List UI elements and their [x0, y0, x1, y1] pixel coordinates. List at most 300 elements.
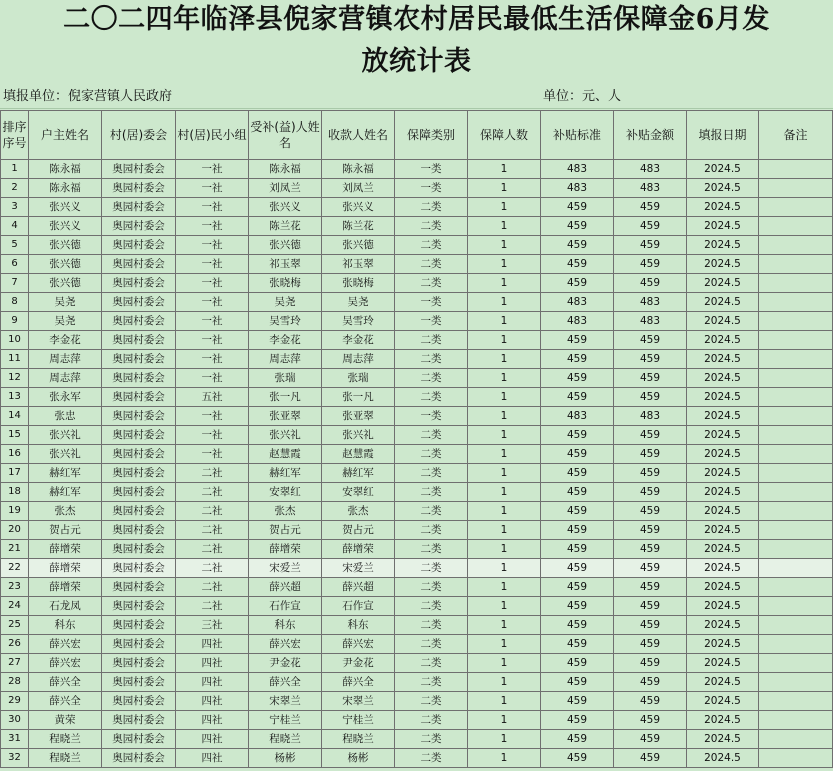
cell-col-payee: 张一凡: [322, 388, 395, 407]
cell-col-date: 2024.5: [687, 198, 759, 217]
table-row: [1, 483, 833, 502]
cell-col-seq: 22: [1, 559, 29, 578]
cell-col-head-name: 薛增荣: [29, 540, 102, 559]
cell-col-count: 1: [468, 293, 541, 312]
cell-col-amount: 459: [614, 464, 687, 483]
cell-col-category: 二类: [395, 540, 468, 559]
cell-col-village: 奥园村委会: [102, 426, 176, 445]
cell-col-head-name: 程晓兰: [29, 730, 102, 749]
cell-col-seq: 6: [1, 255, 29, 274]
cell-col-date: 2024.5: [687, 749, 759, 768]
cell-col-date: 2024.5: [687, 407, 759, 426]
cell-col-beneficiary: 宁桂兰: [249, 711, 322, 730]
cell-col-payee: 张兴礼: [322, 426, 395, 445]
cell-col-standard: 483: [541, 293, 614, 312]
cell-col-payee: 薛兴宏: [322, 635, 395, 654]
info-bar: [0, 86, 833, 109]
cell-col-category: 二类: [395, 483, 468, 502]
cell-col-seq: 31: [1, 730, 29, 749]
table-row: [1, 540, 833, 559]
cell-col-village: 奥园村委会: [102, 369, 176, 388]
cell-col-group: 四社: [176, 692, 249, 711]
cell-col-village: 奥园村委会: [102, 711, 176, 730]
cell-col-category: 二类: [395, 654, 468, 673]
cell-col-count: 1: [468, 426, 541, 445]
cell-col-remark: [759, 578, 833, 597]
cell-col-group: 四社: [176, 654, 249, 673]
header-col-beneficiary: 受补(益)人姓名: [249, 111, 322, 160]
cell-col-date: 2024.5: [687, 711, 759, 730]
cell-col-remark: [759, 426, 833, 445]
cell-col-remark: [759, 711, 833, 730]
table-row: [1, 464, 833, 483]
table-row: [1, 274, 833, 293]
cell-col-amount: 459: [614, 198, 687, 217]
title-line-2: 放统计表: [361, 46, 472, 77]
cell-col-remark: [759, 179, 833, 198]
cell-col-category: 二类: [395, 445, 468, 464]
cell-col-seq: 3: [1, 198, 29, 217]
cell-col-seq: 7: [1, 274, 29, 293]
cell-col-count: 1: [468, 217, 541, 236]
cell-col-village: 奥园村委会: [102, 616, 176, 635]
cell-col-group: 二社: [176, 597, 249, 616]
cell-col-beneficiary: 周志萍: [249, 350, 322, 369]
cell-col-head-name: 李金花: [29, 331, 102, 350]
cell-col-remark: [759, 559, 833, 578]
cell-col-category: 一类: [395, 293, 468, 312]
cell-col-group: 三社: [176, 616, 249, 635]
allowance-table: [0, 110, 833, 768]
cell-col-amount: 459: [614, 597, 687, 616]
cell-col-group: 四社: [176, 711, 249, 730]
cell-col-category: 二类: [395, 198, 468, 217]
cell-col-group: 二社: [176, 559, 249, 578]
cell-col-seq: 12: [1, 369, 29, 388]
cell-col-beneficiary: 吴雪玲: [249, 312, 322, 331]
cell-col-standard: 459: [541, 673, 614, 692]
cell-col-amount: 459: [614, 711, 687, 730]
cell-col-seq: 26: [1, 635, 29, 654]
cell-col-beneficiary: 科东: [249, 616, 322, 635]
cell-col-head-name: 周志萍: [29, 369, 102, 388]
cell-col-count: 1: [468, 445, 541, 464]
cell-col-category: 二类: [395, 388, 468, 407]
table-body: [1, 160, 833, 768]
table-row: [1, 217, 833, 236]
cell-col-village: 奥园村委会: [102, 407, 176, 426]
cell-col-payee: 吴尧: [322, 293, 395, 312]
cell-col-beneficiary: 祁玉翠: [249, 255, 322, 274]
cell-col-beneficiary: 刘凤兰: [249, 179, 322, 198]
cell-col-standard: 459: [541, 730, 614, 749]
cell-col-seq: 19: [1, 502, 29, 521]
cell-col-remark: [759, 331, 833, 350]
header-col-payee: 收款人姓名: [322, 111, 395, 160]
cell-col-seq: 28: [1, 673, 29, 692]
cell-col-payee: 科东: [322, 616, 395, 635]
table-row: [1, 331, 833, 350]
cell-col-payee: 张兴义: [322, 198, 395, 217]
cell-col-amount: 459: [614, 578, 687, 597]
cell-col-amount: 459: [614, 255, 687, 274]
cell-col-standard: 459: [541, 502, 614, 521]
cell-col-remark: [759, 255, 833, 274]
cell-col-payee: 祁玉翠: [322, 255, 395, 274]
header-col-standard: 补贴标准: [541, 111, 614, 160]
cell-col-payee: 陈兰花: [322, 217, 395, 236]
cell-col-standard: 483: [541, 312, 614, 331]
cell-col-remark: [759, 274, 833, 293]
cell-col-category: 二类: [395, 559, 468, 578]
cell-col-head-name: 张兴德: [29, 236, 102, 255]
header-col-amount: 补贴金额: [614, 111, 687, 160]
cell-col-seq: 32: [1, 749, 29, 768]
cell-col-village: 奥园村委会: [102, 312, 176, 331]
cell-col-payee: 安翠红: [322, 483, 395, 502]
table-row: [1, 198, 833, 217]
header-col-village: 村(居)委会: [102, 111, 176, 160]
table-row: [1, 616, 833, 635]
cell-col-remark: [759, 236, 833, 255]
cell-col-head-name: 张忠: [29, 407, 102, 426]
cell-col-remark: [759, 445, 833, 464]
table-row: [1, 730, 833, 749]
cell-col-amount: 459: [614, 540, 687, 559]
cell-col-standard: 459: [541, 198, 614, 217]
cell-col-standard: 459: [541, 445, 614, 464]
cell-col-date: 2024.5: [687, 673, 759, 692]
cell-col-beneficiary: 张杰: [249, 502, 322, 521]
cell-col-beneficiary: 薛兴超: [249, 578, 322, 597]
cell-col-remark: [759, 654, 833, 673]
cell-col-category: 二类: [395, 426, 468, 445]
table-row: [1, 749, 833, 768]
cell-col-head-name: 赫红军: [29, 464, 102, 483]
table-row: [1, 597, 833, 616]
cell-col-beneficiary: 赵慧霞: [249, 445, 322, 464]
cell-col-group: 一社: [176, 312, 249, 331]
cell-col-group: 一社: [176, 350, 249, 369]
cell-col-standard: 459: [541, 217, 614, 236]
cell-col-category: 二类: [395, 521, 468, 540]
cell-col-group: 一社: [176, 160, 249, 179]
cell-col-amount: 459: [614, 445, 687, 464]
cell-col-beneficiary: 薛兴宏: [249, 635, 322, 654]
header-row: [1, 111, 833, 160]
cell-col-payee: 吴雪玲: [322, 312, 395, 331]
cell-col-village: 奥园村委会: [102, 578, 176, 597]
cell-col-seq: 21: [1, 540, 29, 559]
table-row: [1, 711, 833, 730]
table-row: [1, 559, 833, 578]
header-col-head-name: 户主姓名: [29, 111, 102, 160]
cell-col-village: 奥园村委会: [102, 217, 176, 236]
cell-col-payee: 石作宣: [322, 597, 395, 616]
cell-col-count: 1: [468, 179, 541, 198]
cell-col-amount: 459: [614, 673, 687, 692]
cell-col-seq: 1: [1, 160, 29, 179]
cell-col-category: 二类: [395, 616, 468, 635]
cell-col-count: 1: [468, 160, 541, 179]
cell-col-remark: [759, 350, 833, 369]
cell-col-amount: 459: [614, 559, 687, 578]
cell-col-category: 二类: [395, 369, 468, 388]
cell-col-remark: [759, 388, 833, 407]
cell-col-group: 一社: [176, 217, 249, 236]
cell-col-seq: 16: [1, 445, 29, 464]
cell-col-seq: 11: [1, 350, 29, 369]
cell-col-group: 二社: [176, 521, 249, 540]
cell-col-payee: 陈永福: [322, 160, 395, 179]
cell-col-payee: 李金花: [322, 331, 395, 350]
cell-col-group: 二社: [176, 502, 249, 521]
cell-col-standard: 459: [541, 464, 614, 483]
cell-col-category: 二类: [395, 673, 468, 692]
cell-col-head-name: 张兴礼: [29, 426, 102, 445]
cell-col-payee: 张杰: [322, 502, 395, 521]
header-col-category: 保障类别: [395, 111, 468, 160]
cell-col-standard: 459: [541, 616, 614, 635]
cell-col-seq: 29: [1, 692, 29, 711]
cell-col-remark: [759, 312, 833, 331]
cell-col-group: 二社: [176, 540, 249, 559]
cell-col-seq: 17: [1, 464, 29, 483]
cell-col-amount: 459: [614, 654, 687, 673]
cell-col-village: 奥园村委会: [102, 331, 176, 350]
cell-col-count: 1: [468, 673, 541, 692]
cell-col-remark: [759, 597, 833, 616]
cell-col-date: 2024.5: [687, 730, 759, 749]
cell-col-standard: 459: [541, 578, 614, 597]
cell-col-remark: [759, 464, 833, 483]
cell-col-beneficiary: 吴尧: [249, 293, 322, 312]
cell-col-seq: 27: [1, 654, 29, 673]
cell-col-standard: 459: [541, 388, 614, 407]
cell-col-amount: 459: [614, 369, 687, 388]
cell-col-category: 一类: [395, 312, 468, 331]
cell-col-beneficiary: 张晓梅: [249, 274, 322, 293]
table-row: [1, 179, 833, 198]
cell-col-head-name: 吴尧: [29, 312, 102, 331]
cell-col-head-name: 吴尧: [29, 293, 102, 312]
cell-col-village: 奥园村委会: [102, 350, 176, 369]
table-row: [1, 312, 833, 331]
cell-col-standard: 459: [541, 331, 614, 350]
cell-col-beneficiary: 张瑞: [249, 369, 322, 388]
cell-col-standard: 483: [541, 160, 614, 179]
cell-col-amount: 459: [614, 217, 687, 236]
cell-col-date: 2024.5: [687, 369, 759, 388]
cell-col-beneficiary: 程晓兰: [249, 730, 322, 749]
cell-col-seq: 2: [1, 179, 29, 198]
cell-col-standard: 459: [541, 559, 614, 578]
cell-col-village: 奥园村委会: [102, 388, 176, 407]
cell-col-seq: 25: [1, 616, 29, 635]
cell-col-group: 一社: [176, 274, 249, 293]
table-row: [1, 369, 833, 388]
cell-col-payee: 程晓兰: [322, 730, 395, 749]
cell-col-category: 二类: [395, 464, 468, 483]
cell-col-remark: [759, 749, 833, 768]
cell-col-payee: 薛增荣: [322, 540, 395, 559]
cell-col-standard: 459: [541, 255, 614, 274]
cell-col-standard: 483: [541, 407, 614, 426]
cell-col-group: 四社: [176, 730, 249, 749]
cell-col-payee: 张兴德: [322, 236, 395, 255]
cell-col-category: 二类: [395, 331, 468, 350]
unit-note: 单位：元、人: [543, 89, 622, 104]
cell-col-remark: [759, 521, 833, 540]
cell-col-head-name: 赫红军: [29, 483, 102, 502]
cell-col-remark: [759, 369, 833, 388]
cell-col-remark: [759, 217, 833, 236]
cell-col-seq: 15: [1, 426, 29, 445]
table-row: [1, 578, 833, 597]
cell-col-count: 1: [468, 483, 541, 502]
cell-col-amount: 459: [614, 274, 687, 293]
cell-col-date: 2024.5: [687, 293, 759, 312]
cell-col-group: 一社: [176, 331, 249, 350]
cell-col-count: 1: [468, 350, 541, 369]
cell-col-count: 1: [468, 236, 541, 255]
cell-col-standard: 483: [541, 179, 614, 198]
cell-col-seq: 8: [1, 293, 29, 312]
cell-col-beneficiary: 宋爱兰: [249, 559, 322, 578]
cell-col-date: 2024.5: [687, 426, 759, 445]
cell-col-head-name: 张兴义: [29, 217, 102, 236]
cell-col-beneficiary: 赫红军: [249, 464, 322, 483]
cell-col-payee: 宋爱兰: [322, 559, 395, 578]
cell-col-village: 奥园村委会: [102, 635, 176, 654]
cell-col-amount: 483: [614, 407, 687, 426]
cell-col-beneficiary: 贺占元: [249, 521, 322, 540]
cell-col-date: 2024.5: [687, 559, 759, 578]
cell-col-amount: 459: [614, 350, 687, 369]
cell-col-head-name: 贺占元: [29, 521, 102, 540]
cell-col-beneficiary: 陈永福: [249, 160, 322, 179]
cell-col-seq: 20: [1, 521, 29, 540]
cell-col-date: 2024.5: [687, 331, 759, 350]
cell-col-date: 2024.5: [687, 217, 759, 236]
cell-col-standard: 459: [541, 274, 614, 293]
cell-col-seq: 14: [1, 407, 29, 426]
cell-col-category: 二类: [395, 236, 468, 255]
cell-col-amount: 483: [614, 160, 687, 179]
cell-col-group: 二社: [176, 464, 249, 483]
cell-col-category: 二类: [395, 217, 468, 236]
table-row: [1, 255, 833, 274]
cell-col-head-name: 张杰: [29, 502, 102, 521]
cell-col-count: 1: [468, 407, 541, 426]
cell-col-remark: [759, 160, 833, 179]
table-row: [1, 293, 833, 312]
cell-col-category: 一类: [395, 179, 468, 198]
cell-col-beneficiary: 薛兴全: [249, 673, 322, 692]
cell-col-category: 二类: [395, 711, 468, 730]
cell-col-payee: 薛兴全: [322, 673, 395, 692]
cell-col-group: 一社: [176, 198, 249, 217]
cell-col-beneficiary: 陈兰花: [249, 217, 322, 236]
table-row: [1, 673, 833, 692]
cell-col-date: 2024.5: [687, 388, 759, 407]
report-unit: 填报单位：倪家营镇人民政府: [3, 89, 173, 104]
cell-col-count: 1: [468, 749, 541, 768]
cell-col-standard: 459: [541, 369, 614, 388]
cell-col-category: 二类: [395, 749, 468, 768]
cell-col-payee: 赵慧霞: [322, 445, 395, 464]
cell-col-seq: 23: [1, 578, 29, 597]
cell-col-amount: 459: [614, 483, 687, 502]
document-title: [0, 0, 833, 84]
cell-col-date: 2024.5: [687, 483, 759, 502]
cell-col-village: 奥园村委会: [102, 445, 176, 464]
cell-col-amount: 459: [614, 426, 687, 445]
cell-col-village: 奥园村委会: [102, 692, 176, 711]
cell-col-group: 一社: [176, 179, 249, 198]
cell-col-head-name: 张兴德: [29, 255, 102, 274]
cell-col-remark: [759, 407, 833, 426]
cell-col-group: 一社: [176, 369, 249, 388]
cell-col-payee: 刘凤兰: [322, 179, 395, 198]
cell-col-amount: 459: [614, 749, 687, 768]
cell-col-group: 二社: [176, 578, 249, 597]
cell-col-amount: 459: [614, 521, 687, 540]
cell-col-amount: 483: [614, 179, 687, 198]
cell-col-payee: 贺占元: [322, 521, 395, 540]
cell-col-village: 奥园村委会: [102, 179, 176, 198]
cell-col-count: 1: [468, 198, 541, 217]
table-row: [1, 445, 833, 464]
cell-col-beneficiary: 张一凡: [249, 388, 322, 407]
cell-col-standard: 459: [541, 483, 614, 502]
cell-col-date: 2024.5: [687, 578, 759, 597]
cell-col-count: 1: [468, 597, 541, 616]
table-row: [1, 654, 833, 673]
title-line-1: 二〇二四年临泽县倪家营镇农村居民最低生活保障金6月发: [63, 4, 770, 35]
table-row: [1, 692, 833, 711]
cell-col-remark: [759, 198, 833, 217]
table-row: [1, 236, 833, 255]
cell-col-amount: 459: [614, 502, 687, 521]
cell-col-count: 1: [468, 616, 541, 635]
cell-col-seq: 24: [1, 597, 29, 616]
cell-col-village: 奥园村委会: [102, 502, 176, 521]
cell-col-category: 二类: [395, 350, 468, 369]
cell-col-village: 奥园村委会: [102, 464, 176, 483]
cell-col-standard: 459: [541, 521, 614, 540]
table-row: [1, 388, 833, 407]
cell-col-count: 1: [468, 692, 541, 711]
cell-col-date: 2024.5: [687, 255, 759, 274]
cell-col-remark: [759, 730, 833, 749]
cell-col-village: 奥园村委会: [102, 274, 176, 293]
cell-col-amount: 459: [614, 388, 687, 407]
cell-col-payee: 杨彬: [322, 749, 395, 768]
cell-col-date: 2024.5: [687, 635, 759, 654]
cell-col-standard: 459: [541, 749, 614, 768]
cell-col-group: 一社: [176, 445, 249, 464]
cell-col-seq: 13: [1, 388, 29, 407]
cell-col-village: 奥园村委会: [102, 749, 176, 768]
cell-col-date: 2024.5: [687, 312, 759, 331]
cell-col-payee: 尹金花: [322, 654, 395, 673]
cell-col-standard: 459: [541, 350, 614, 369]
table-row: [1, 521, 833, 540]
cell-col-remark: [759, 635, 833, 654]
cell-col-beneficiary: 杨彬: [249, 749, 322, 768]
cell-col-amount: 483: [614, 312, 687, 331]
